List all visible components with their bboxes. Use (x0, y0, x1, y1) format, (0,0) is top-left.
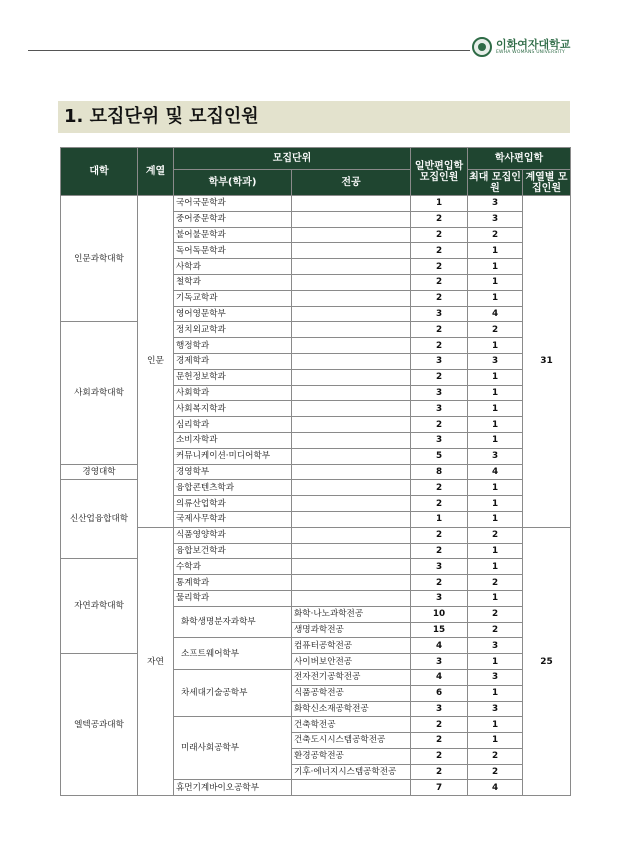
max-count-cell: 3 (468, 638, 523, 654)
general-count-cell: 4 (411, 669, 468, 685)
max-count-cell: 1 (468, 654, 523, 670)
general-count-cell: 10 (411, 606, 468, 622)
major-cell: 식품공학전공 (292, 685, 411, 701)
college-cell: 경영대학 (61, 464, 138, 480)
dept-cell: 융합보건학과 (174, 543, 292, 559)
max-count-cell: 1 (468, 432, 523, 448)
major-cell (292, 259, 411, 275)
general-count-cell: 2 (411, 480, 468, 496)
major-cell (292, 480, 411, 496)
major-cell (292, 575, 411, 591)
max-count-cell: 2 (468, 606, 523, 622)
max-count-cell: 4 (468, 306, 523, 322)
max-count-cell: 1 (468, 685, 523, 701)
general-count-cell: 2 (411, 527, 468, 543)
general-count-cell: 2 (411, 227, 468, 243)
dept-cell: 심리학과 (174, 417, 292, 433)
major-cell (292, 353, 411, 369)
major-cell (292, 306, 411, 322)
max-count-cell: 1 (468, 290, 523, 306)
header-college: 대학 (61, 148, 138, 196)
track-total-cell: 25 (523, 527, 571, 796)
general-count-cell: 2 (411, 259, 468, 275)
max-count-cell: 1 (468, 385, 523, 401)
general-count-cell: 2 (411, 243, 468, 259)
track-total-cell: 31 (523, 196, 571, 528)
dept-cell: 기독교학과 (174, 290, 292, 306)
major-cell: 화학신소재공학전공 (292, 701, 411, 717)
dept-cell: 융합콘텐츠학과 (174, 480, 292, 496)
max-count-cell: 1 (468, 417, 523, 433)
major-cell (292, 196, 411, 212)
general-count-cell: 2 (411, 338, 468, 354)
major-cell (292, 464, 411, 480)
dept-cell: 미래사회공학부 (174, 717, 292, 780)
logo-english: EWHA WOMANS UNIVERSITY (496, 49, 565, 55)
dept-cell: 소프트웨어학부 (174, 638, 292, 670)
max-count-cell: 2 (468, 622, 523, 638)
general-count-cell: 3 (411, 432, 468, 448)
major-cell: 컴퓨터공학전공 (292, 638, 411, 654)
table-row (61, 527, 571, 543)
major-cell (292, 417, 411, 433)
general-count-cell: 3 (411, 401, 468, 417)
table-row (61, 196, 571, 212)
major-cell: 생명과학전공 (292, 622, 411, 638)
dept-cell: 통계학과 (174, 575, 292, 591)
general-count-cell: 3 (411, 306, 468, 322)
max-count-cell: 1 (468, 559, 523, 575)
college-cell: 신산업융합대학 (61, 480, 138, 559)
general-count-cell: 2 (411, 322, 468, 338)
college-cell: 인문과학대학 (61, 196, 138, 322)
major-cell (292, 590, 411, 606)
major-cell: 건축학전공 (292, 717, 411, 733)
general-count-cell: 2 (411, 274, 468, 290)
major-cell (292, 559, 411, 575)
university-seal-icon (472, 37, 492, 57)
general-count-cell: 1 (411, 196, 468, 212)
max-count-cell: 1 (468, 496, 523, 512)
dept-cell: 차세대기술공학부 (174, 669, 292, 716)
max-count-cell: 1 (468, 401, 523, 417)
general-count-cell: 8 (411, 464, 468, 480)
track-cell: 자연 (138, 527, 174, 796)
major-cell (292, 243, 411, 259)
max-count-cell: 1 (468, 717, 523, 733)
general-count-cell: 2 (411, 575, 468, 591)
college-cell: 자연과학대학 (61, 559, 138, 654)
major-cell: 화학·나노과학전공 (292, 606, 411, 622)
dept-cell: 식품영양학과 (174, 527, 292, 543)
max-count-cell: 1 (468, 543, 523, 559)
max-count-cell: 1 (468, 511, 523, 527)
table-body (61, 196, 571, 796)
max-count-cell: 1 (468, 259, 523, 275)
general-count-cell: 15 (411, 622, 468, 638)
max-count-cell: 1 (468, 590, 523, 606)
major-cell (292, 527, 411, 543)
dept-cell: 사회복지학과 (174, 401, 292, 417)
max-count-cell: 1 (468, 274, 523, 290)
dept-cell: 중어중문학과 (174, 211, 292, 227)
max-count-cell: 2 (468, 748, 523, 764)
dept-cell: 독어독문학과 (174, 243, 292, 259)
dept-cell: 수학과 (174, 559, 292, 575)
dept-cell: 국제사무학과 (174, 511, 292, 527)
general-count-cell: 2 (411, 764, 468, 780)
table-row (61, 322, 571, 338)
general-count-cell: 3 (411, 701, 468, 717)
major-cell (292, 401, 411, 417)
major-cell (292, 780, 411, 796)
section-title: 1. 모집단위 및 모집인원 (58, 101, 570, 133)
dept-cell: 사학과 (174, 259, 292, 275)
general-count-cell: 2 (411, 290, 468, 306)
dept-cell: 행정학과 (174, 338, 292, 354)
general-count-cell: 2 (411, 543, 468, 559)
max-count-cell: 2 (468, 575, 523, 591)
college-cell: 엘텍공과대학 (61, 654, 138, 796)
max-count-cell: 3 (468, 211, 523, 227)
track-cell: 인문 (138, 196, 174, 528)
table-row (61, 480, 571, 496)
general-count-cell: 2 (411, 733, 468, 749)
general-count-cell: 6 (411, 685, 468, 701)
major-cell (292, 338, 411, 354)
dept-cell: 사회학과 (174, 385, 292, 401)
general-count-cell: 4 (411, 638, 468, 654)
general-count-cell: 5 (411, 448, 468, 464)
header-rule (28, 50, 470, 51)
general-count-cell: 2 (411, 369, 468, 385)
dept-cell: 문헌정보학과 (174, 369, 292, 385)
major-cell: 전자전기공학전공 (292, 669, 411, 685)
dept-cell: 경제학과 (174, 353, 292, 369)
max-count-cell: 1 (468, 243, 523, 259)
major-cell (292, 496, 411, 512)
logo-korean: 이화여자대학교 (496, 37, 571, 51)
dept-cell: 의류산업학과 (174, 496, 292, 512)
major-cell (292, 211, 411, 227)
college-cell: 사회과학대학 (61, 322, 138, 464)
recruitment-table (60, 147, 571, 796)
dept-cell: 물리학과 (174, 590, 292, 606)
max-count-cell: 3 (468, 448, 523, 464)
university-logo (472, 37, 570, 57)
dept-cell: 불어불문학과 (174, 227, 292, 243)
major-cell: 기후·에너지시스템공학전공 (292, 764, 411, 780)
header-dept: 학부(학과) (174, 170, 292, 196)
max-count-cell: 3 (468, 701, 523, 717)
major-cell (292, 369, 411, 385)
major-cell (292, 511, 411, 527)
table-row (61, 559, 571, 575)
major-cell: 사이버보안전공 (292, 654, 411, 670)
major-cell (292, 322, 411, 338)
general-count-cell: 7 (411, 780, 468, 796)
general-count-cell: 1 (411, 511, 468, 527)
major-cell (292, 448, 411, 464)
max-count-cell: 1 (468, 338, 523, 354)
general-count-cell: 2 (411, 717, 468, 733)
max-count-cell: 1 (468, 480, 523, 496)
major-cell (292, 432, 411, 448)
general-count-cell: 2 (411, 417, 468, 433)
dept-cell: 화학생명분자과학부 (174, 606, 292, 638)
max-count-cell: 3 (468, 669, 523, 685)
max-count-cell: 3 (468, 196, 523, 212)
max-count-cell: 1 (468, 369, 523, 385)
header-major: 전공 (292, 170, 411, 196)
general-count-cell: 2 (411, 748, 468, 764)
dept-cell: 정치외교학과 (174, 322, 292, 338)
header-general: 일반편입학 모집인원 (411, 148, 468, 196)
general-count-cell: 2 (411, 496, 468, 512)
general-count-cell: 3 (411, 385, 468, 401)
header-track: 계열 (138, 148, 174, 196)
major-cell: 건축도시시스템공학전공 (292, 733, 411, 749)
dept-cell: 휴먼기계바이오공학부 (174, 780, 292, 796)
max-count-cell: 2 (468, 227, 523, 243)
header-max: 최대 모집인원 (469, 171, 521, 194)
major-cell (292, 385, 411, 401)
max-count-cell: 3 (468, 353, 523, 369)
general-count-cell: 3 (411, 654, 468, 670)
max-count-cell: 1 (468, 733, 523, 749)
dept-cell: 영어영문학부 (174, 306, 292, 322)
max-count-cell: 4 (468, 780, 523, 796)
major-cell (292, 227, 411, 243)
max-count-cell: 2 (468, 322, 523, 338)
dept-cell: 국어국문학과 (174, 196, 292, 212)
table-row (61, 464, 571, 480)
header-track-total: 계열별 모집인원 (523, 170, 571, 196)
header-unit: 모집단위 (174, 148, 411, 170)
major-cell (292, 543, 411, 559)
dept-cell: 경영학부 (174, 464, 292, 480)
major-cell: 환경공학전공 (292, 748, 411, 764)
table-row (61, 654, 571, 670)
major-cell (292, 274, 411, 290)
max-count-cell: 2 (468, 764, 523, 780)
general-count-cell: 3 (411, 559, 468, 575)
general-count-cell: 3 (411, 590, 468, 606)
max-count-cell: 2 (468, 527, 523, 543)
dept-cell: 철학과 (174, 274, 292, 290)
max-count-cell: 4 (468, 464, 523, 480)
general-count-cell: 3 (411, 353, 468, 369)
header-bachelor: 학사편입학 (468, 148, 571, 170)
major-cell (292, 290, 411, 306)
dept-cell: 커뮤니케이션·미디어학부 (174, 448, 292, 464)
general-count-cell: 2 (411, 211, 468, 227)
dept-cell: 소비자학과 (174, 432, 292, 448)
